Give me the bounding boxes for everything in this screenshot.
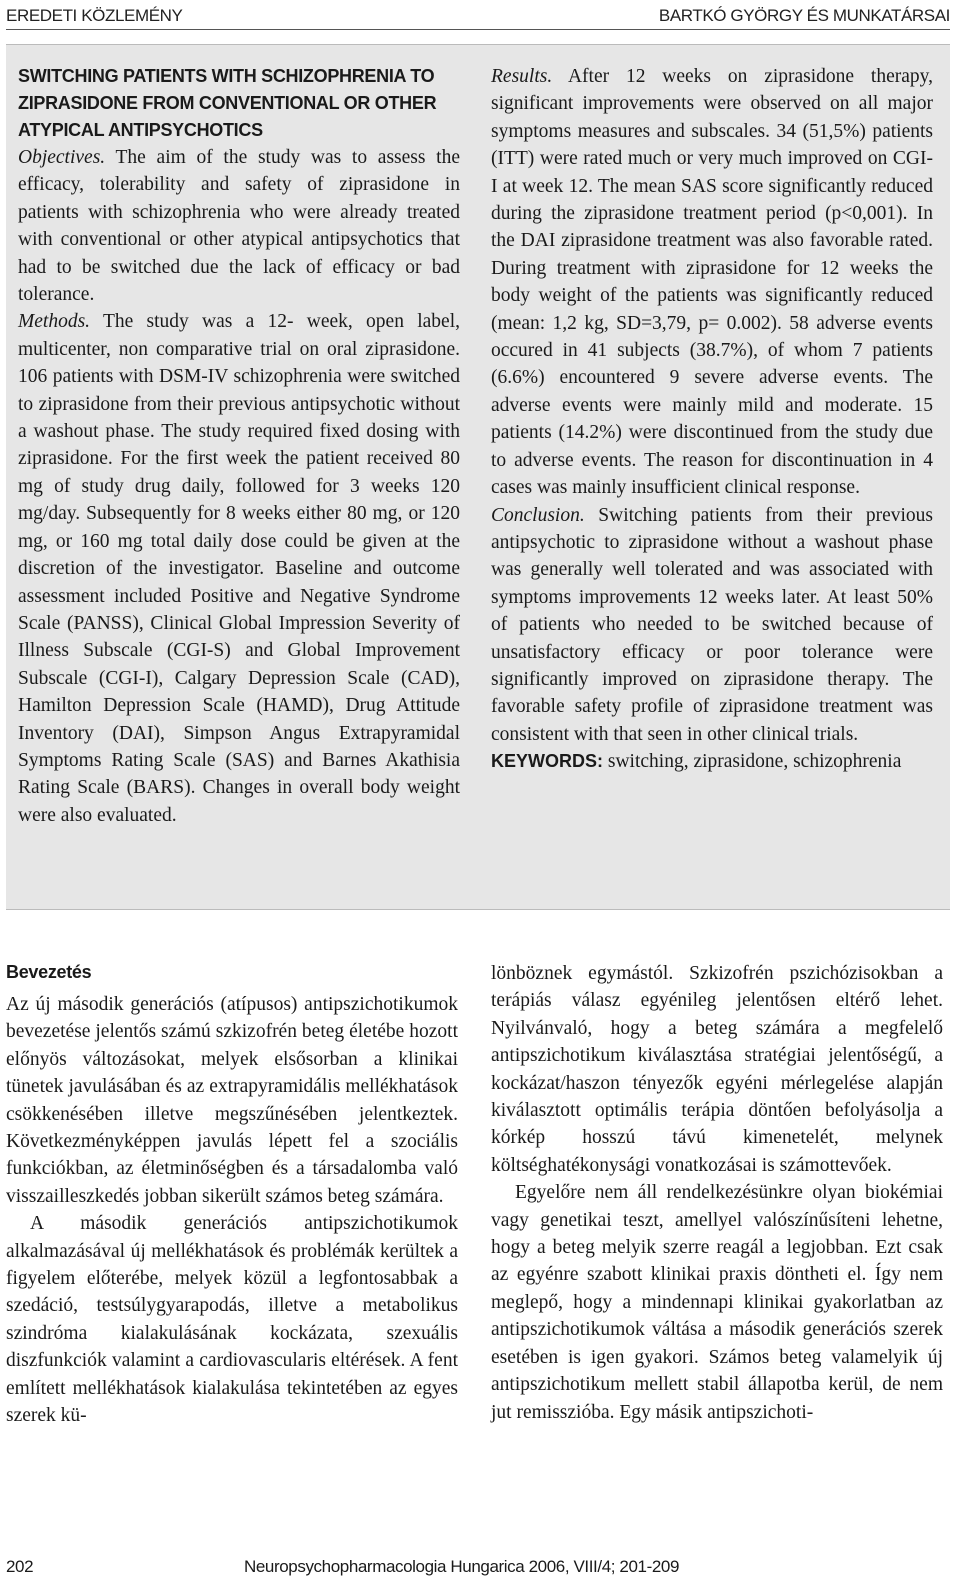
body-paragraph-3: lönböznek egymástól. Szkizofrén pszichózisokban a terápiás válasz egyénileg jelentősen eltérő lehet. Nyilvánvaló, hogy a beteg számára a megfelelő antipszichotikum kiválasztása stratégiai jelentőségű, a kockázat/haszon tényezők egyéni mérlegelése alapján kiválasztott optimális terápia döntően befolyásolja a kórkép hosszú távú kimenetelét, melynek költséghatékonysági vonatkozásai is számottevőek.: [491, 963, 943, 1176]
objectives-text: The aim of the study was to assess the efficacy, tolerability and safety of ziprasidone in patients with schizophrenia who were already treated with conventional or other atypical antipsychotics that had to be switched due the lack of efficacy or bad tolerance.: [18, 147, 460, 306]
header-divider: [6, 29, 950, 30]
body-paragraph-4: Egyelőre nem áll rendelkezésünkre olyan biokémiai vagy genetikai teszt, amellyel valószínűsíteni lehetne, hogy a beteg melyik szerre reagál a legjobban. Ezt csak az egyénre szabott klinikai praxis döntheti el. Így nem meglepő, hogy a mindennapi klinikai gyakorlatban az antipszichotikumok váltása a második generációs szerek esetében is igen gyakori. Számos beteg valamelyik új antipszichotikum mellett stabil állapotba kerül, de nem jut remisszióba. Egy másik antipszichoti-: [491, 1182, 943, 1423]
abstract-left-column: [18, 63, 460, 829]
body-right-column: [491, 960, 943, 1426]
abstract-objectives: [18, 144, 460, 308]
body-paragraph-2: A második generációs antipszichotikumok alkalmazásával új mellékhatások és problémák kerültek a figyelem előterébe, melyek közül a legfontosabbak a szedáció, testsúlygyarapodás, illetve a metabolikus szindróma kialakulásának kockázata, szexuális diszfunkciók valamint a cardiovascularis eltérések. A fent említett mellékhatások kialakulása tekintetében az egyes szerek kü-: [6, 1213, 458, 1427]
methods-text: The study was a 12- week, open label, multicenter, non comparative trial on oral ziprasidone. 106 patients with DSM-IV schizophrenia were switched to ziprasidone from their previous antipsychotic without a washout phase. The study required fixed dosing with ziprasidone. For the first week the patient received 80 mg of study drug daily, followed for 3 weeks 120 mg/day. Subsequently for 8 weeks either 80 mg, or 120 mg, or 160 mg total daily dose could be given at the discretion of the investigator. Baseline and outcome assessment included Positive and Negative Syndrome Scale (PANSS), Clinical Global Impression Severity of Illness Subscale (CGI-S) and Global Improvement Subscale (CGI-I), Calgary Depression Scale (CAD), Hamilton Depression Scale (HAMD), Drug Attitude Inventory (DAI), Simpson Angus Extrapyramidal Symptoms Rating Scale (SAS) and Barnes Akathisia Rating Scale (BARS). Changes in overall body weight were also evaluated.: [18, 311, 460, 826]
results-text: After 12 weeks on ziprasidone therapy, significant improvements were observed on all major symptoms measures and subscales. 34 (51,5%) patients (ITT) were rated much or very much improved on CGI-I at week 12. The mean SAS score significantly reduced during the ziprasidone treatment period (p<0,001). In the DAI ziprasidone treatment was also favorable rated. During treatment with ziprasidone for 12 weeks the body weight of the patients was significantly reduced (mean: 1,2 kg, SD=3,79, p= 0.002). 58 adverse events occured in 41 subjects (38.7%), of whom 7 patients (6.6%) encountered 9 severe adverse events. The adverse events were mainly mild and moderate. 15 patients (14.2%) were discontinued from the study due to adverse events. The reason for discontinuation in 4 cases was mainly insufficient clinical response.: [491, 66, 933, 499]
conclusion-label: Conclusion.: [491, 504, 585, 526]
abstract-results: [491, 63, 933, 502]
conclusion-text: Switching patients from their previous antipsychotic to ziprasidone without a washout phase was generally well tolerated and was associated with symptoms improvements 12 weeks later. At least 50% of patients who needed to be switched because of unsatisfactory efficacy or poor tolerance were significantly improved on ziprasidone therapy. The favorable safety profile of ziprasidone treatment was consistent with that seen in other clinical trials.: [491, 504, 933, 745]
body-left-column: [6, 960, 458, 1430]
abstract-title: SWITCHING PATIENTS WITH SCHIZOPHRENIA TO ZIPRASIDONE FROM CONVENTIONAL OR OTHER ATYPICAL ANTIPSYCHOTICS: [18, 66, 437, 140]
results-label: Results.: [491, 66, 553, 87]
journal-citation: Neuropsychopharmacologia Hungarica 2006, VIII/4; 201-209: [244, 1557, 679, 1576]
running-header-right: BARTKÓ GYÖRGY ÉS MUNKATÁRSAI: [658, 6, 950, 25]
abstract-methods: [18, 308, 460, 829]
keywords-text: switching, ziprasidone, schizophrenia: [603, 751, 902, 773]
page-number: 202: [6, 1557, 34, 1576]
methods-label: Methods.: [18, 311, 91, 333]
abstract-keywords: [491, 748, 933, 775]
abstract-conclusion: [491, 502, 933, 749]
body-paragraph-1: Az új második generációs (atípusos) antipszichotikumok bevezetése jelentős számú szkizofrén beteg életébe hozott előnyös változásokat, melyek elsősorban a klinikai tünetek javulásában és az extrapyramidális mellékhatások csökkenésében illetve megszűnésében jelentkeztek. Következményképpen javulás lépett fel a szociális funkciókban, az életminőségben és a társadalomba való visszailleszkedés jobban sikerült számos beteg számára.: [6, 994, 458, 1207]
abstract-right-column: [491, 63, 933, 776]
running-header-left: EREDETI KÖZLEMÉNY: [6, 6, 183, 25]
objectives-label: Objectives.: [18, 147, 106, 168]
keywords-label: KEYWORDS:: [491, 751, 603, 772]
section-heading: Bevezetés: [6, 962, 92, 982]
